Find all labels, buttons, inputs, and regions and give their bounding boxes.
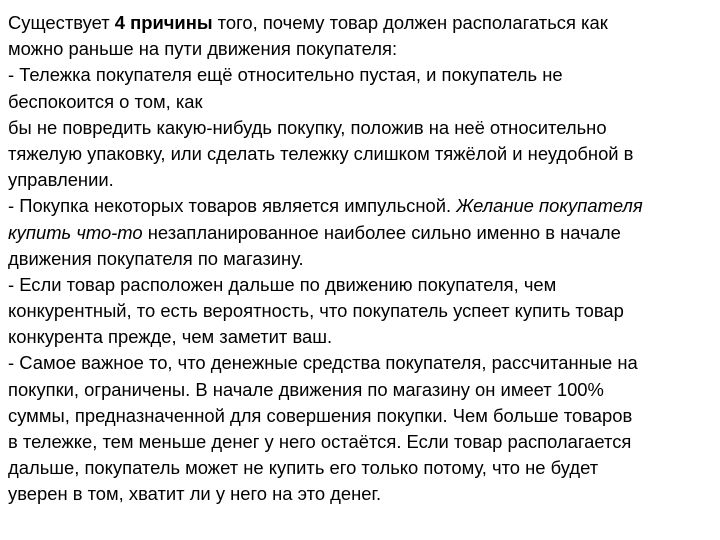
intro-text: того, почему товар должен располагаться как [212, 12, 608, 33]
reason-2-text: незапланированное наиболее сильно именно в начале [142, 221, 621, 243]
reason-2-italic: купить что-то [8, 221, 143, 243]
reason-4-line: суммы, предназначенной для совершения покупки. Чем больше товаров [8, 404, 633, 426]
reason-3-line: конкурента прежде, чем заметит ваш. [8, 326, 333, 348]
reason-1-line: управлении. [8, 169, 114, 191]
reason-4-line: - Самое важное то, что денежные средства покупателя, рассчитанные на [8, 352, 638, 374]
reason-1-line: тяжелую упаковку, или сделать тележку слишком тяжёлой и неудобной в [8, 142, 634, 164]
reason-2-line: движения покупателя по магазину. [8, 247, 304, 269]
reason-3-line: - Если товар расположен дальше по движению покупателя, чем [8, 273, 557, 295]
reason-1-line: бы не повредить какую-нибудь покупку, положив на неё относительно [8, 116, 607, 138]
reason-2-line [8, 193, 714, 219]
body-text [8, 10, 714, 508]
intro-line [8, 10, 714, 36]
reason-4-line: покупки, ограничены. В начале движения по магазину он имеет 100% [8, 378, 604, 400]
intro-line: можно раньше на пути движения покупателя: [8, 38, 398, 60]
reason-2-line [8, 220, 714, 246]
intro-text: Существует [8, 12, 115, 33]
reason-1-line: беспокоится о том, как [8, 90, 203, 112]
intro-bold-count: 4 причины [114, 12, 213, 33]
reason-4-line: уверен в том, хватит ли у него на это денег. [8, 483, 382, 505]
reason-4-line: дальше, покупатель может не купить его только потому, что не будет [8, 457, 599, 479]
reason-2-italic: Желание покупателя [456, 195, 643, 217]
reason-3-line: конкурентный, то есть вероятность, что покупатель успеет купить товар [8, 300, 624, 322]
reason-4-line: в тележке, тем меньше денег у него остаётся. Если товар располагается [8, 431, 632, 452]
reason-1-line: - Тележка покупателя ещё относительно пустая, и покупатель не [8, 64, 563, 86]
reason-2-text: - Покупка некоторых товаров является импульсной. [8, 195, 457, 217]
